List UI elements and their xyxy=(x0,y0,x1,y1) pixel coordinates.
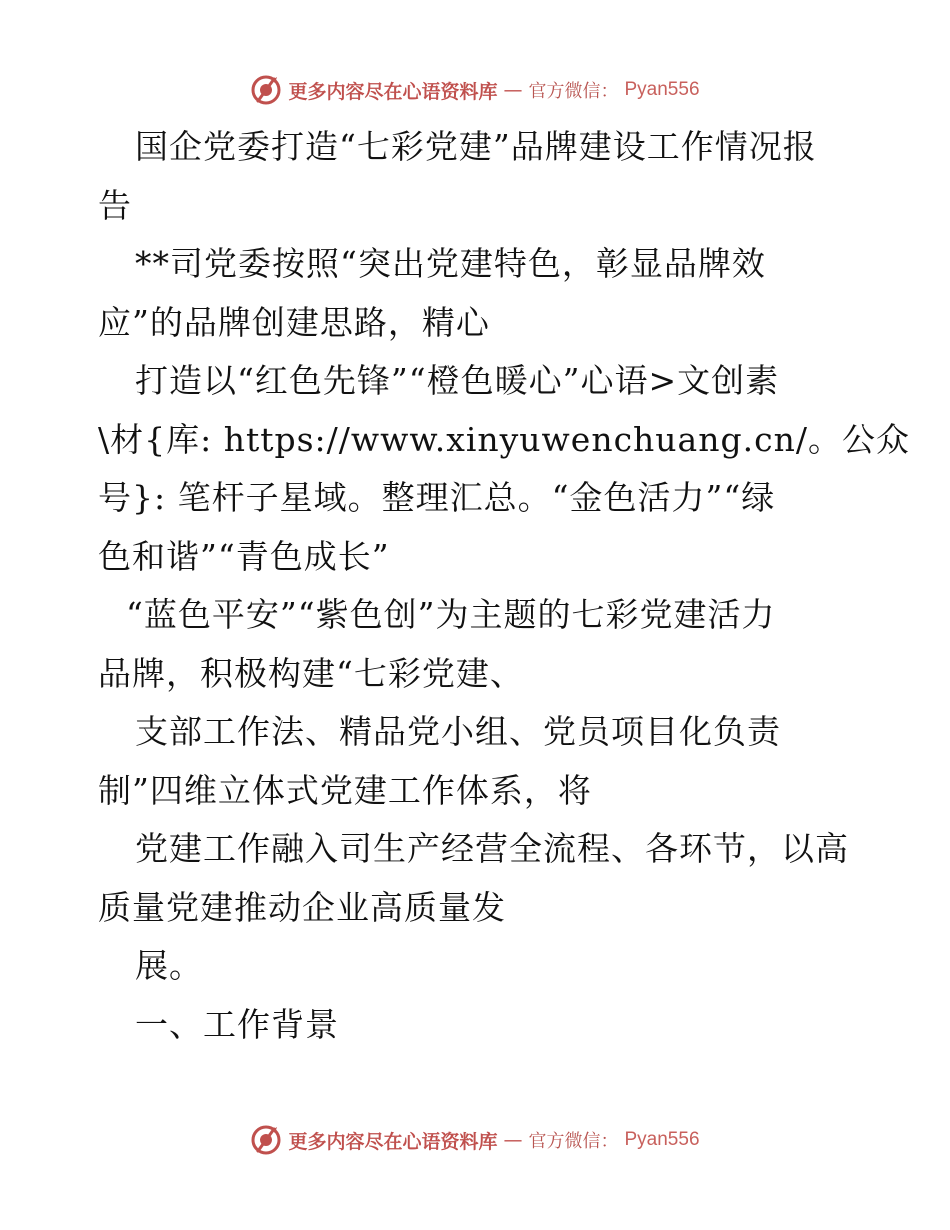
banner-dash: — xyxy=(503,79,523,101)
document-body xyxy=(98,118,910,1054)
doc-paragraph-line: 应”的品牌创建思路，精心 xyxy=(98,302,490,342)
quill-seal-icon xyxy=(250,74,282,106)
doc-title-line-1: 国企党委打造“七彩党建”品牌建设工作情况报 xyxy=(135,127,817,166)
quill-seal-icon xyxy=(250,1124,282,1156)
doc-paragraph-line: 展。 xyxy=(135,946,203,985)
doc-paragraph-line: 制”四维立体式党建工作体系，将 xyxy=(98,770,592,810)
doc-paragraph-line: 支部工作法、精品党小组、党员项目化负责 xyxy=(135,712,781,751)
doc-paragraph-line: \材{库: https://www.xinyuwenchuang.cn/。公众 xyxy=(98,419,910,459)
banner-wechat-id: Pyan556 xyxy=(624,1129,700,1150)
banner-wechat-label: 官方微信： xyxy=(528,1131,619,1152)
banner-main-text: 更多内容尽在心语资料库 xyxy=(288,80,498,103)
doc-paragraph-line: 品牌，积极构建“七彩党建、 xyxy=(98,653,524,693)
doc-paragraph-line: 色和谐”“青色成长” xyxy=(98,536,390,576)
doc-paragraph-line: 质量党建推动企业高质量发 xyxy=(98,887,506,927)
banner-dash: — xyxy=(503,1129,523,1151)
doc-paragraph-line: **司党委按照“突出党建特色，彰显品牌效 xyxy=(135,244,766,283)
doc-paragraph-line: “蓝色平安”“紫色创”为主题的七彩党建活力 xyxy=(126,595,776,634)
banner-wechat-label: 官方微信： xyxy=(528,81,619,102)
doc-paragraph-line: 打造以“红色先锋”“橙色暖心”心语>文创素 xyxy=(135,361,780,400)
banner-wechat-id: Pyan556 xyxy=(624,79,700,100)
banner-main-text: 更多内容尽在心语资料库 xyxy=(288,1130,498,1153)
doc-title-line-2: 告 xyxy=(98,185,132,225)
doc-paragraph-line: 号}: 笔杆子星域。整理汇总。“金色活力”“绿 xyxy=(98,478,776,517)
doc-paragraph-line: 党建工作融入司生产经营全流程、各环节，以高 xyxy=(135,829,849,868)
footer-watermark-banner xyxy=(0,1120,950,1160)
header-watermark-banner xyxy=(0,70,950,110)
section-heading: 一、工作背景 xyxy=(135,1004,339,1044)
